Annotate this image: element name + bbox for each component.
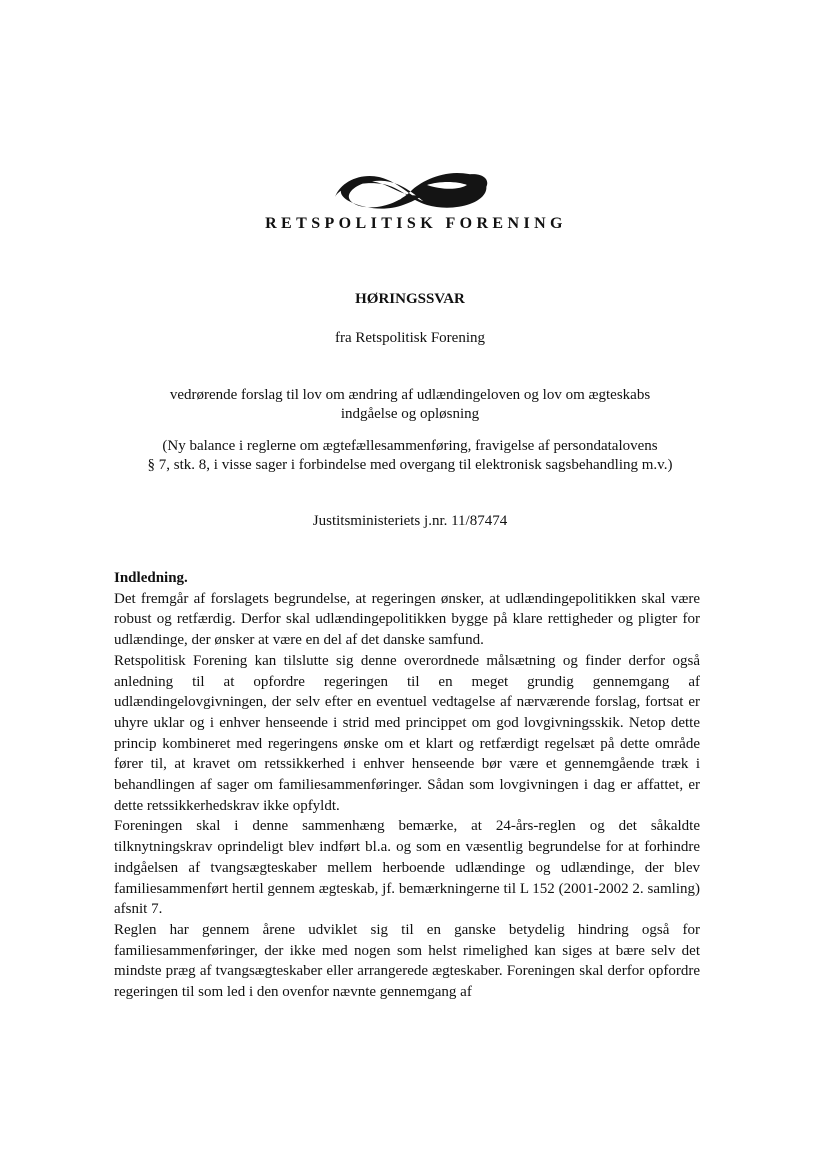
subject-line: indgåelse og opløsning bbox=[340, 406, 480, 422]
detail-line: (Ny balance i reglerne om ægtefællesammenføring, fravigelse af persondatalovens bbox=[162, 438, 658, 454]
body-text bbox=[114, 568, 700, 1003]
detail-line: § 7, stk. 8, i visse sager i forbindelse med overgang til elektronisk sagsbehandling m.v.) bbox=[147, 457, 673, 473]
subject-line: vedrørende forslag til lov om ændring af udlændingeloven og lov om ægteskabs bbox=[169, 387, 651, 403]
retspolitisk-forening-logo bbox=[327, 167, 493, 213]
section-heading: Indledning. bbox=[114, 570, 188, 586]
paragraph: Foreningen skal i denne sammenhæng bemærke, at 24-års-reglen og det såkaldte tilknytningskrav oprindeligt blev indført bl.a. og som en væsentlig begrundelse for at forhindre indgåelsen af tvangsægteskaber mellem herboende udlændinge og udlændinge, der blev familiesammenført hertil gennem ægteskab, jf. bemærkningerne til L 152 (2001-2002 2. samling) afsnit 7. bbox=[114, 818, 700, 918]
paragraph: Reglen har gennem årene udviklet sig til en ganske betydelig hindring også for familiesammenføringer, der ikke med nogen som helst rimelighed kan siges at bære selv det mindste præg af tvangsægteskaber eller arrangerede ægteskaber. Foreningen skal derfor opfordre regeringen til som led i den ovenfor nævnte gennemgang af bbox=[114, 921, 700, 1001]
document-title: HØRINGSSVAR bbox=[355, 291, 465, 307]
reference-number: Justitsministeriets j.nr. 11/87474 bbox=[312, 513, 508, 529]
sender-line: fra Retspolitisk Forening bbox=[335, 330, 485, 346]
organization-name: RETSPOLITISK FORENING bbox=[265, 215, 567, 232]
detail-block bbox=[110, 437, 710, 475]
paragraph: Retspolitisk Forening kan tilslutte sig denne overordnede målsætning og finder derfor også anledning til at opfordre regeringen til en meget grundig gennemgang af udlændingelovgivningen, der selv efter en eventuel vedtagelse af nærværende forslag, fortsat er uhyre uklar og i enhver henseende i strid med princippet om god lovgivningsskik. Netop dette princip kombineret med regeringens ønske om et klart og retfærdigt regelsæt på dette område fører til, at kravet om retssikkerhed i enhver henseende bør være et gennemgående træk i behandlingen af sager om familiesammenføringer. Sådan som lovgivningen i dag er affattet, er dette retssikkerhedskrav ikke opfyldt. bbox=[114, 652, 700, 814]
subject-block bbox=[110, 386, 710, 424]
paragraph: Det fremgår af forslagets begrundelse, at regeringen ønsker, at udlændingepolitikken skal være robust og retfærdig. Derfor skal udlændingepolitikken bygge på klare rettigheder og pligter for udlændinge, der ønsker at være en del af det danske samfund. bbox=[114, 590, 700, 649]
